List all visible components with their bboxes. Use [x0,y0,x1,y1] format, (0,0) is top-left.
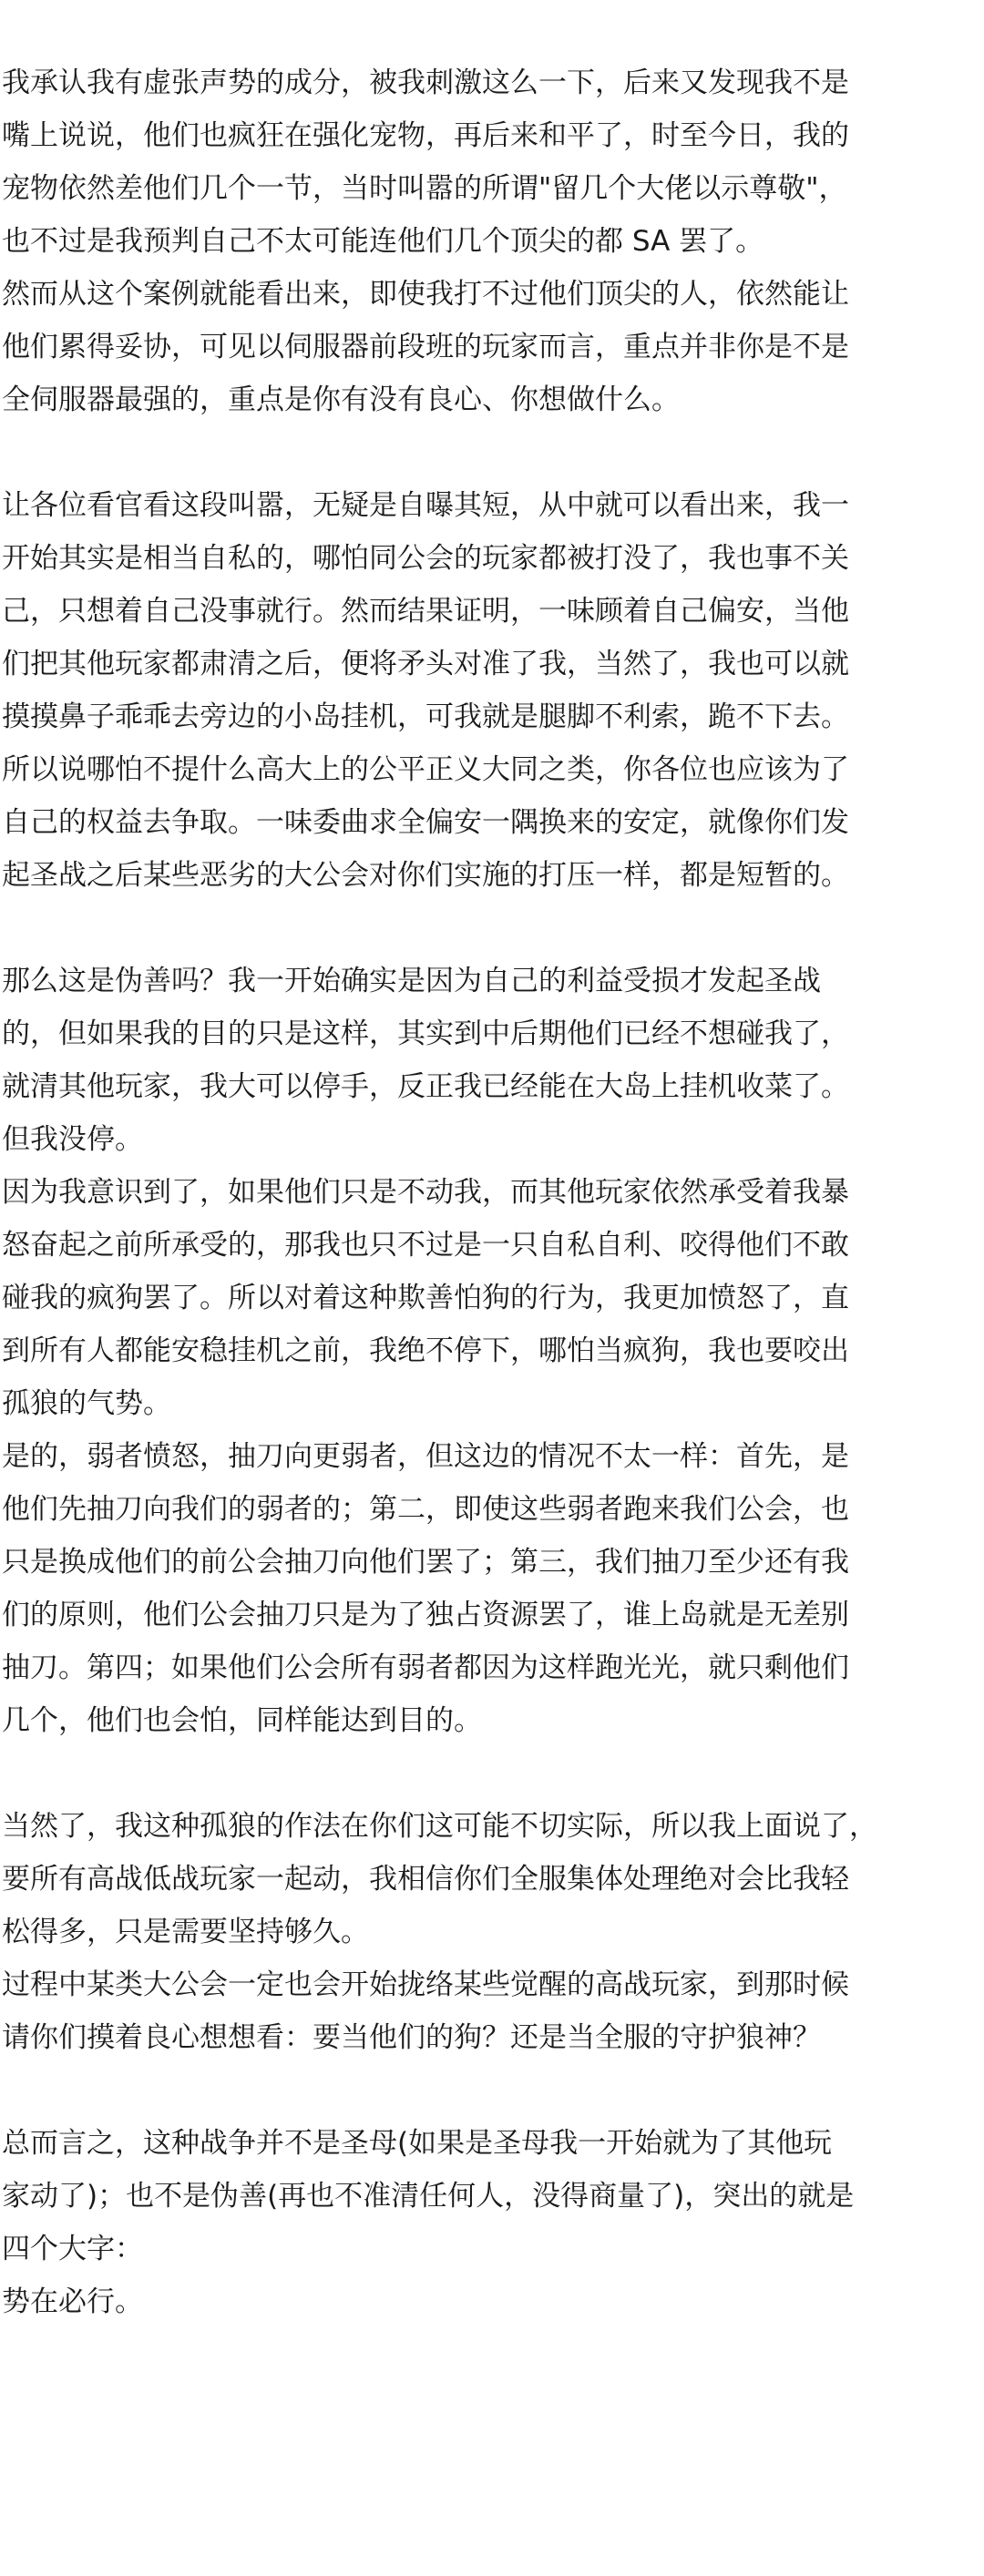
paragraph-4 [2,1800,975,2064]
text-line: 那么这是伪善吗？我一开始确实是因为自己的利益受损才发起圣战 [2,965,821,997]
paragraph-1 [2,56,975,426]
text-line: 就清其他玩家，我大可以停手，反正我已经能在大岛上挂机收菜了。 [2,1070,849,1103]
paragraph-5 [2,2117,975,2328]
text-line: 我承认我有虚张声势的成分，被我刺激这么一下，后来又发现我不是 [2,66,849,99]
text-line: 势在必行。 [2,2285,143,2318]
text-line: 只是换成他们的前公会抽刀向他们罢了；第三，我们抽刀至少还有我 [2,1546,849,1579]
text-line: 所以说哪怕不提什么高大上的公平正义大同之类，你各位也应该为了 [2,753,849,786]
paragraph-2 [2,479,975,902]
paragraph-gap [2,2064,975,2117]
text-line: 全伺服器最强的，重点是你有没有良心、你想做什么。 [2,383,680,416]
text-line: 当然了，我这种孤狼的作法在你们这可能不切实际，所以我上面说了， [2,1810,877,1843]
text-line: 碰我的疯狗罢了。所以对着这种欺善怕狗的行为，我更加愤怒了，直 [2,1282,849,1314]
text-line: 们的原则，他们公会抽刀只是为了独占资源罢了，谁上岛就是无差别 [2,1599,849,1631]
paragraph-gap [2,426,975,479]
text-line: 过程中某类大公会一定也会开始拢络某些觉醒的高战玩家，到那时候 [2,1968,849,2001]
text-line: 然而从这个案例就能看出来，即使我打不过他们顶尖的人，依然能让 [2,278,849,311]
text-line: 但我没停。 [2,1123,143,1156]
text-line: 抽刀。第四；如果他们公会所有弱者都因为这样跑光光，就只剩他们 [2,1651,849,1684]
text-line: 自己的权益去争取。一味委曲求全偏安一隅换来的安定，就像你们发 [2,806,849,839]
text-line: 孤狼的气势。 [2,1387,171,1420]
text-line: 总而言之，这种战争并不是圣母(如果是圣母我一开始就为了其他玩 [2,2127,833,2160]
text-line: 他们累得妥协，可见以伺服器前段班的玩家而言，重点并非你是不是 [2,331,849,363]
text-line: 因为我意识到了，如果他们只是不动我，而其他玩家依然承受着我暴 [2,1176,849,1209]
text-line: 开始其实是相当自私的，哪怕同公会的玩家都被打没了，我也事不关 [2,542,849,575]
text-line: 己，只想着自己没事就行。然而结果证明，一味顾着自己偏安，当他 [2,595,849,628]
text-line: 们把其他玩家都肃清之后，便将矛头对准了我，当然了，我也可以就 [2,648,849,680]
text-line: 也不过是我预判自己不太可能连他们几个顶尖的都 SA 罢了。 [2,225,764,258]
text-line: 几个，他们也会怕，同样能达到目的。 [2,1704,482,1737]
text-line: 家动了)；也不是伪善(再也不准清任何人，没得商量了)，突出的就是 [2,2180,855,2213]
text-line: 松得多，只是需要坚持够久。 [2,1916,369,1948]
paragraph-gap [2,902,975,955]
paragraph-3 [2,955,975,1747]
text-line: 摸摸鼻子乖乖去旁边的小岛挂机，可我就是腿脚不利索，跪不下去。 [2,700,849,733]
text-line: 起圣战之后某些恶劣的大公会对你们实施的打压一样，都是短暂的。 [2,859,849,892]
paragraph-gap [2,1747,975,1800]
text-line: 他们先抽刀向我们的弱者的；第二，即使这些弱者跑来我们公会，也 [2,1493,849,1526]
text-line: 让各位看官看这段叫嚣，无疑是自曝其短，从中就可以看出来，我一 [2,489,849,522]
text-line: 怒奋起之前所承受的，那我也只不过是一只自私自利、咬得他们不敢 [2,1229,849,1262]
text-line: 嘴上说说，他们也疯狂在强化宠物，再后来和平了，时至今日，我的 [2,119,849,152]
text-line: 是的，弱者愤怒，抽刀向更弱者，但这边的情况不太一样：首先，是 [2,1440,849,1473]
text-line: 请你们摸着良心想想看：要当他们的狗？还是当全服的守护狼神？ [2,2021,821,2054]
text-line: 要所有高战低战玩家一起动，我相信你们全服集体处理绝对会比我轻 [2,1863,849,1896]
text-line: 宠物依然差他们几个一节，当时叫嚣的所谓"留几个大佬以示尊敬"， [2,172,847,205]
text-line: 的，但如果我的目的只是这样，其实到中后期他们已经不想碰我了， [2,1017,849,1050]
text-line: 四个大字： [2,2233,143,2265]
text-line: 到所有人都能安稳挂机之前，我绝不停下，哪怕当疯狗，我也要咬出 [2,1334,849,1367]
